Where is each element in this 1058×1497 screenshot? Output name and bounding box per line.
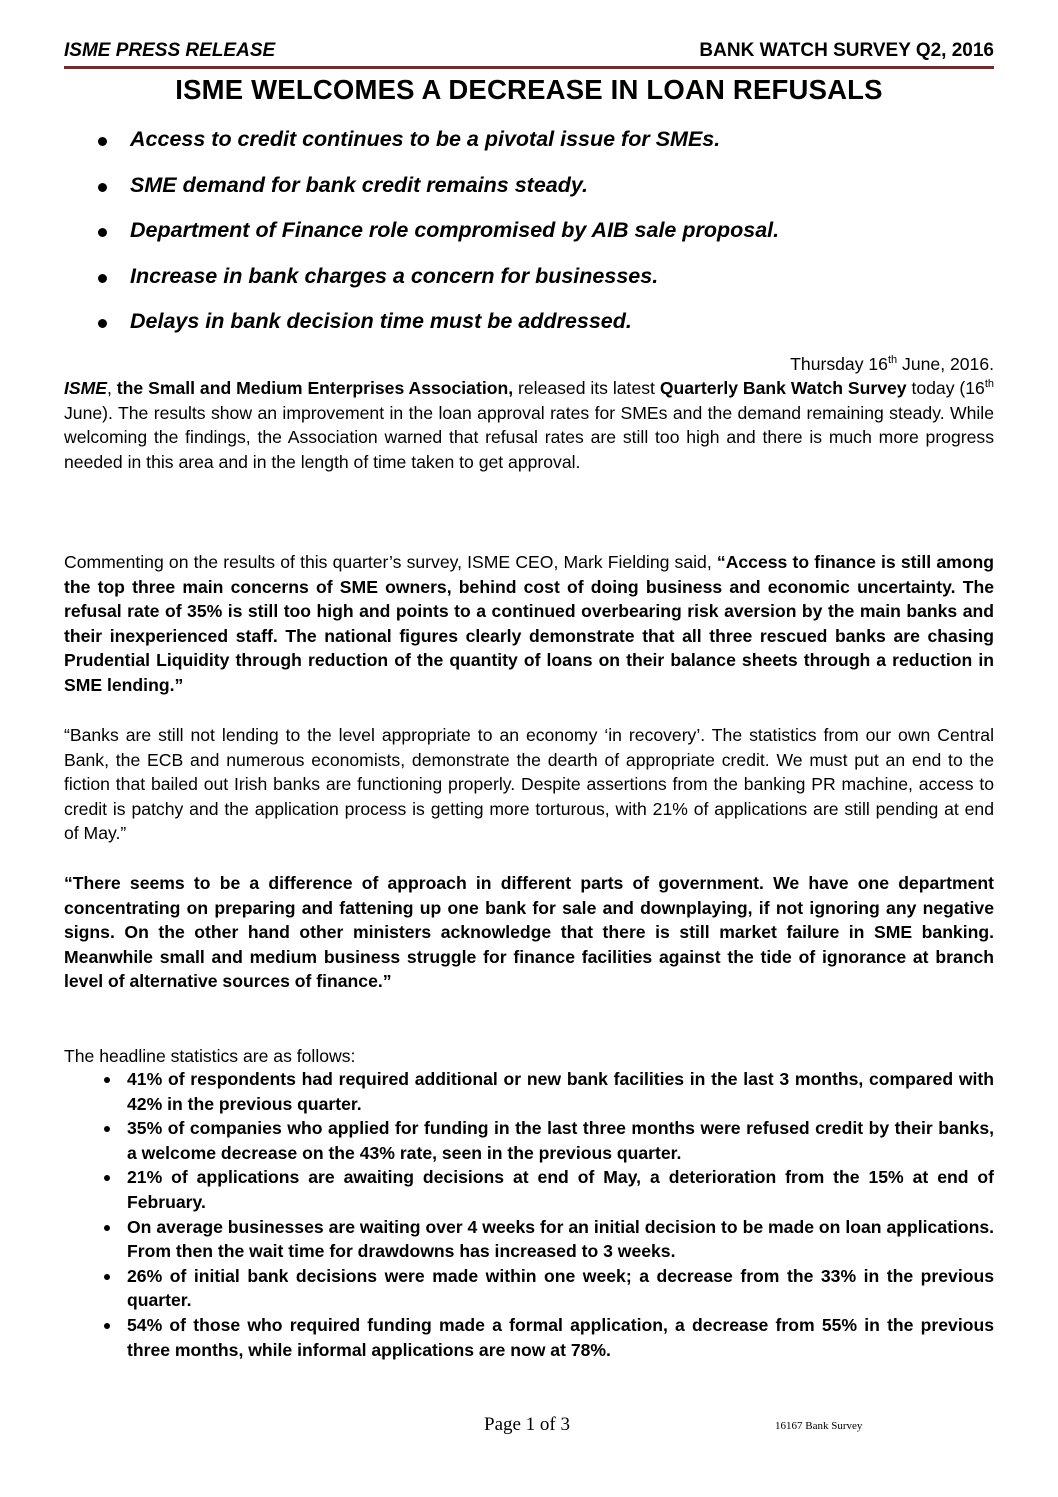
highlight-text: Increase in bank charges a concern for businesses. [130,263,659,288]
government-paragraph [64,871,994,994]
statistic-text: 26% of initial bank decisions were made within one week; a decrease from the 33% in the previous quarter. [127,1265,994,1311]
page-number: Page 1 of 3 [484,1414,571,1435]
ceo-quote: “Access to finance is still among the top three main concerns of SME owners, behind cost of doing business and economic uncertainty. The refusal rate of 35% is still too high and points to a continued overbearing risk aversion by the main banks and their inexperienced staff. The national figures clearly demonstrate that all three rescued banks are chasing Prudential Liquidity through reduction of the quantity of loans on their balance sheets through a reduction in SME lending.” [64,552,994,695]
bullet-icon [104,1323,110,1329]
org-name: ISME [64,378,108,398]
highlight-item [92,261,779,307]
ordinal-suffix: th [984,378,995,391]
text-run: today (16 [906,378,985,398]
bullet-icon [104,1077,110,1083]
highlight-text: Delays in bank decision time must be addressed. [130,309,632,333]
document-reference: 16167 Bank Survey [775,1420,863,1432]
header-divider [64,66,994,69]
statistic-item [100,1116,994,1165]
highlight-item [92,215,779,261]
statistic-text: 21% of applications are awaiting decisions at end of May, a deterioration from the 15% at end of February. [127,1167,994,1212]
highlight-text: SME demand for bank credit remains steady. [130,172,589,197]
bullet-icon [104,1175,110,1181]
page-footer [0,1414,1058,1436]
bullet-icon [104,1274,110,1280]
highlight-text: Access to credit continues to be a pivotal issue for SMEs. [130,127,721,151]
bullet-icon [98,183,107,192]
ceo-comment-paragraph [64,550,994,698]
bullet-icon [98,228,107,237]
statistic-item [100,1165,994,1214]
date-ordinal: th [887,354,898,367]
bullet-icon [98,319,107,328]
highlight-item [92,170,779,216]
bullet-icon [104,1126,110,1132]
text-run: released its latest [513,378,660,398]
statistic-item [100,1067,994,1116]
bullet-icon [104,1225,110,1231]
comment-intro: Commenting on the results of this quarter’s survey, ISME CEO, Mark Fielding said, [64,552,717,572]
header-right: BANK WATCH SURVEY Q2, 2016 [699,40,994,61]
intro-paragraph [64,376,994,474]
header-left: ISME PRESS RELEASE [64,40,276,61]
statistic-text: 41% of respondents had required additional or new bank facilities in the last 3 months, compared with 42% in the previous quarter. [127,1069,994,1114]
running-header [64,38,994,62]
bullet-icon [98,274,107,283]
statistic-text: On average businesses are waiting over 4 weeks for an initial decision to be made on loan applications. From then the wait time for drawdowns has increased to 3 weeks. [127,1216,994,1262]
date-day: Thursday 16 [790,354,888,374]
statistic-text: 54% of those who required funding made a formal application, a decrease from 55% in the previous three months, while informal applications are now at 78%. [127,1314,994,1360]
banks-quote: “Banks are still not lending to the level appropriate to an economy ‘in recovery’. The statistics from our own Central Bank, the ECB and numerous economists, demonstrate the dearth of appropriate credit. We must put an end to the fiction that bailed out Irish banks are functioning properly. Despite assertions from the banking PR machine, access to credit is patchy and the application process is getting more torturous, with 21% of applications are still pending at end of May.” [64,725,994,844]
highlight-item [92,306,779,352]
banks-paragraph [64,723,994,846]
headline-statistics-list [100,1067,994,1362]
highlight-text: Department of Finance role compromised by AIB sale proposal. [130,218,780,242]
org-description: the Small and Medium Enterprises Association, [116,378,514,398]
text-run: June). The results show an improvement in the loan approval rates for SMEs and the demand remaining steady. While welcoming the findings, the Association warned that refusal rates are still too high and there is much more progress needed in this area and in the length of time taken to get approval. [64,402,994,472]
stats-intro [64,1044,994,1069]
statistic-item [100,1313,994,1362]
highlight-item [92,124,779,170]
press-release-title: ISME WELCOMES A DECREASE IN LOAN REFUSALS [175,74,883,105]
bullet-icon [98,137,107,146]
release-date [790,352,994,376]
text-run: , [107,378,117,398]
government-quote: “There seems to be a difference of approach in different parts of government. We have one department concentrating on preparing and fattening up one bank for sale and downplaying, if not ignoring any negative signs. On the other hand other ministers acknowledge that there is still market failure in SME banking. Meanwhile small and medium business struggle for finance facilities against the tide of ignorance at branch level of alternative sources of finance.” [64,873,994,992]
statistic-item [100,1264,994,1313]
statistic-item [100,1215,994,1264]
highlight-list [92,124,779,352]
stats-intro-text: The headline statistics are as follows: [64,1046,356,1066]
statistic-text: 35% of companies who applied for funding in the last three months were refused credit by their banks, a welcome decrease on the 43% rate, seen in the previous quarter. [127,1118,994,1163]
survey-name: Quarterly Bank Watch Survey [659,378,907,398]
date-rest: June, 2016. [897,354,994,374]
